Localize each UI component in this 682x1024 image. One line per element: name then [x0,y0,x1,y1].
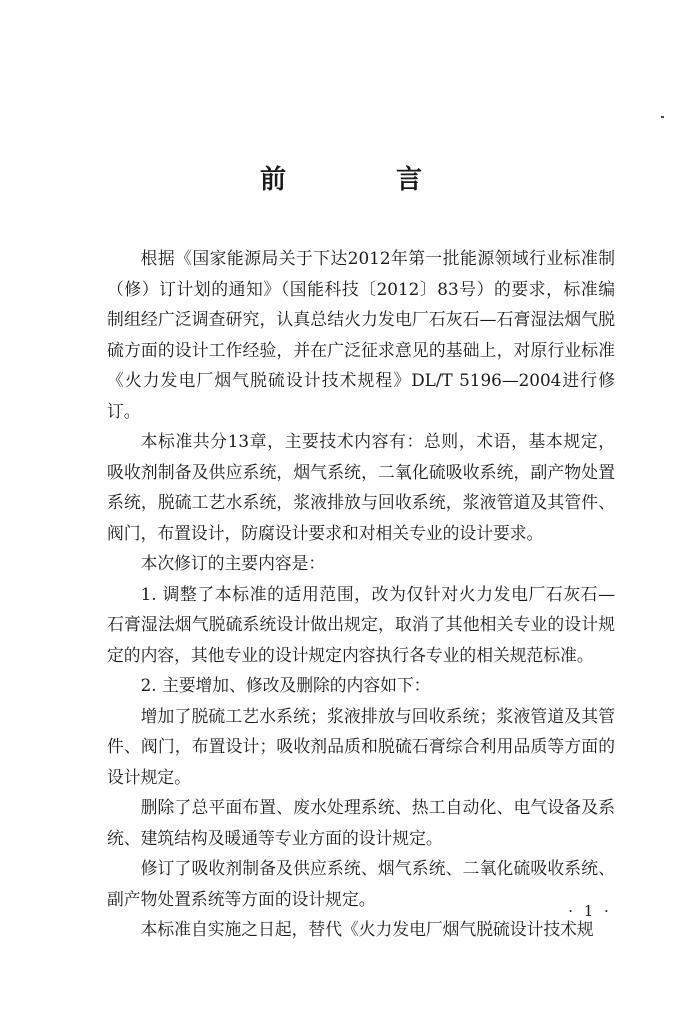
paragraph-2: 本标准共分13章，主要技术内容有：总则，术语，基本规定，吸收剂制备及供应系统，烟气系统，二氧化硫吸收系统，副产物处置系统，脱硫工艺水系统，浆液排放与回收系统，浆液管道及其管件、阀门，布置设计，防腐设计要求和对相关专业的设计要求。 [107,431,615,543]
page-number: · 1 · [568,902,612,920]
scan-speck [661,116,664,118]
paragraph-9: 本标准自实施之日起，替代《火力发电厂烟气脱硫设计技术规 [140,919,594,939]
paragraph-8: 修订了吸收剂制备及供应系统、烟气系统、二氧化硫吸收系统、副产物处置系统等方面的设计规定。 [107,858,615,909]
paragraph-4: 1. 调整了本标准的适用范围，改为仅针对火力发电厂石灰石—石膏湿法烟气脱硫系统设计做出规定，取消了其他相关专业的设计规定的内容，其他专业的设计规定内容执行各专业的相关规范标准。 [107,583,615,665]
paragraph-3: 本次修订的主要内容是： [140,553,326,573]
paragraph-1: 根据《国家能源局关于下达2012年第一批能源领域行业标准制（修）订计划的通知》（国能科技〔2012〕83号）的要求，标准编制组经广泛调查研究，认真总结火力发电厂石灰石—石膏湿法烟气脱硫方面的设计工作经验，并在广泛征求意见的基础上，对原行业标准《火力发电厂烟气脱硫设计技术规程》DL/T 5196—2004进行修订。 [107,248,615,421]
paragraph-6: 增加了脱硫工艺水系统；浆液排放与回收系统；浆液管道及其管件、阀门，布置设计；吸收剂品质和脱硫石膏综合利用品质等方面的设计规定。 [107,705,615,787]
paragraph-7: 删除了总平面布置、废水处理系统、热工自动化、电气设备及系统、建筑结构及暖通等专业方面的设计规定。 [107,797,615,848]
page-title: 前 言 [259,165,464,195]
paragraph-5: 2. 主要增加、修改及删除的内容如下： [140,675,431,695]
body-text [107,243,615,945]
